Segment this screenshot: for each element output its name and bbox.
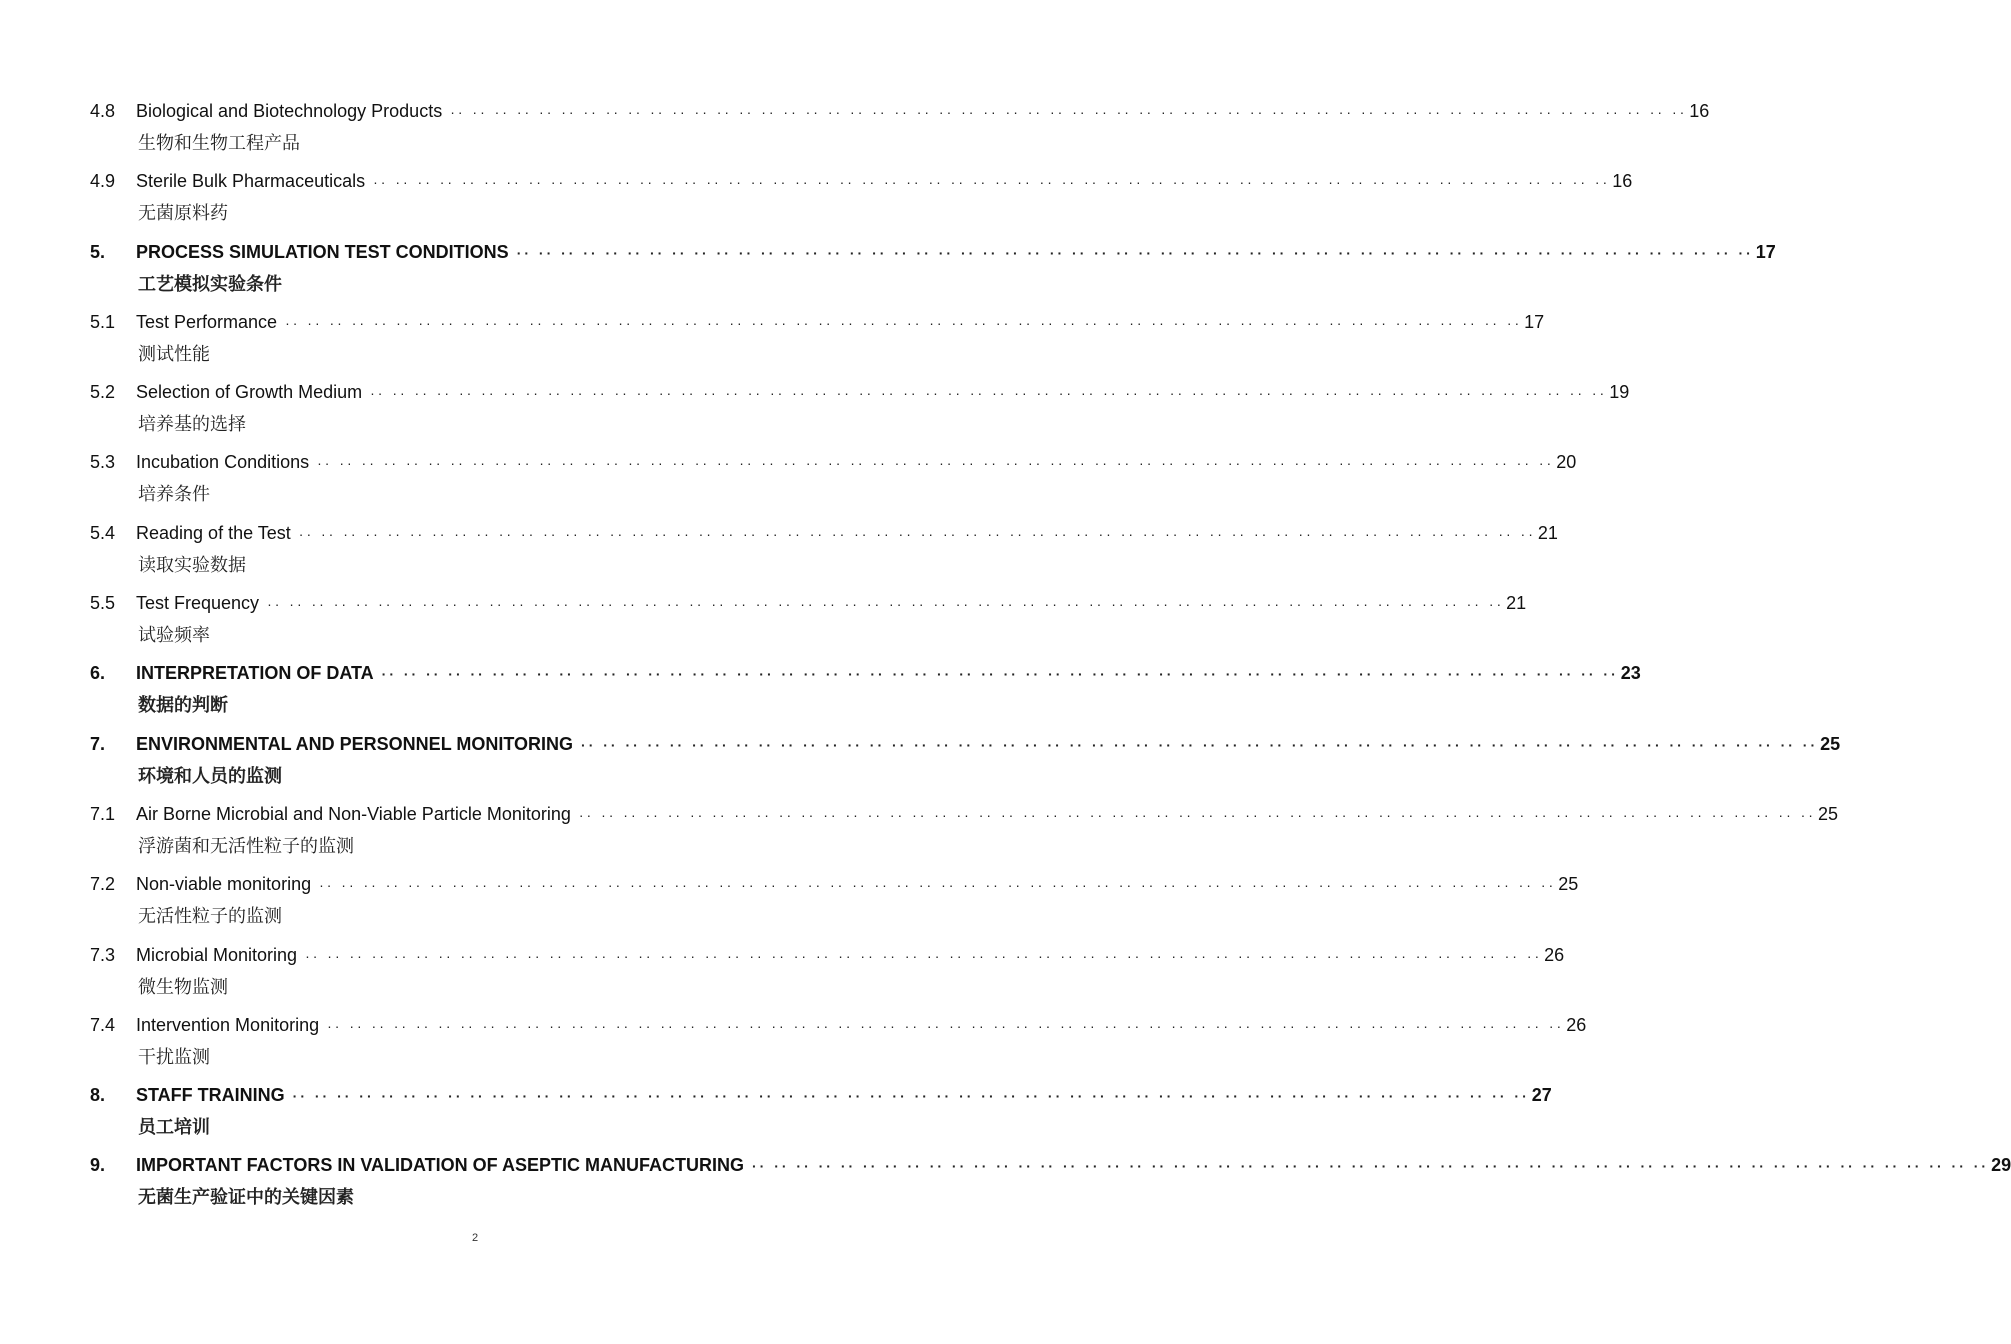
toc-section-number: 8.	[90, 1085, 106, 1106]
toc-page-number: 16	[1689, 101, 1710, 121]
toc-entry-line	[90, 799, 1838, 829]
toc-entry-line	[90, 940, 1565, 970]
toc-page-number: 26	[1566, 1014, 1587, 1035]
toc-section-number: 7.2	[90, 874, 116, 895]
toc-section-number: 4.9	[90, 171, 116, 192]
toc-page-number: 27	[1531, 1085, 1552, 1106]
toc-entry-line	[90, 658, 1641, 688]
toc-section-title: STAFF TRAINING	[136, 1085, 285, 1106]
toc-entry-line	[90, 1010, 1587, 1040]
toc-section-title-chinese: 无菌生产验证中的关键因素	[138, 1187, 354, 1209]
toc-section-title-chinese: 环境和人员的监测	[138, 765, 282, 787]
toc-section-title: IMPORTANT FACTORS IN VALIDATION OF ASEPTIC MANUFACTURING	[136, 1155, 744, 1176]
table-of-contents	[90, 96, 2011, 1221]
toc-section-number: 5.1	[90, 311, 116, 332]
toc-section-title: Air Borne Microbial and Non-Viable Particle Monitoring	[136, 803, 571, 824]
toc-section-title-chinese: 无菌原料药	[138, 203, 228, 225]
toc-section-title: Reading of the Test	[136, 522, 291, 543]
toc-entry[interactable]	[90, 1010, 1587, 1080]
toc-section-title: Selection of Growth Medium	[136, 382, 363, 403]
toc-page-number: 25	[1817, 803, 1838, 824]
toc-section-title: Non-viable monitoring	[136, 874, 312, 895]
toc-dot-leader: ·· ·· ·· ·· ·· ·· ·· ·· ·· ·· ·· ·· ·· ·· ·· ·· ·· ·· ·· ·· ·· ·· ·· ·· ·· ·· ·· ·· ·· ·· ·· ·· ·· ·· ·· ·· ·· ·· ·· ·· ·· ·· ·· ·· ·· ·· ·· ·· ·· ·· ·· ·· ·· ·· ·· ··	[327, 1017, 1565, 1034]
toc-entry-line	[90, 166, 1633, 196]
toc-dot-leader: ·· ·· ·· ·· ·· ·· ·· ·· ·· ·· ·· ·· ·· ·· ·· ·· ·· ·· ·· ·· ·· ·· ·· ·· ·· ·· ·· ·· ·· ·· ·· ·· ·· ·· ·· ·· ·· ·· ·· ·· ·· ·· ·· ·· ·· ·· ·· ·· ·· ·· ·· ·· ·· ·· ·· ··	[292, 1088, 1530, 1105]
toc-entry-line	[90, 1080, 1552, 1110]
toc-page-number: 26	[1544, 944, 1565, 965]
toc-entry-line	[90, 869, 1579, 899]
toc-dot-leader: ·· ·· ·· ·· ·· ·· ·· ·· ·· ·· ·· ·· ·· ·· ·· ·· ·· ·· ·· ·· ·· ·· ·· ·· ·· ·· ·· ·· ·· ·· ·· ·· ·· ·· ·· ·· ·· ·· ·· ·· ·· ·· ·· ·· ·· ·· ·· ·· ·· ·· ·· ·· ·· ·· ·· ··	[298, 525, 1536, 542]
toc-dot-leader: ·· ·· ·· ·· ·· ·· ·· ·· ·· ·· ·· ·· ·· ·· ·· ·· ·· ·· ·· ·· ·· ·· ·· ·· ·· ·· ·· ·· ·· ·· ·· ·· ·· ·· ·· ·· ·· ·· ·· ·· ·· ·· ·· ·· ·· ·· ·· ·· ·· ·· ·· ·· ·· ·· ·· ··	[370, 385, 1608, 402]
toc-entry[interactable]	[90, 799, 1838, 869]
toc-page-number: 19	[1609, 382, 1630, 403]
toc-section-number: 7.	[90, 733, 106, 754]
toc-entry-line	[90, 96, 1710, 126]
toc-section-title-chinese: 读取实验数据	[138, 554, 246, 576]
toc-entry[interactable]	[90, 96, 1710, 166]
toc-entry[interactable]	[90, 307, 1545, 377]
toc-entry-line	[90, 377, 1630, 407]
toc-dot-leader: ·· ·· ·· ·· ·· ·· ·· ·· ·· ·· ·· ·· ·· ·· ·· ·· ·· ·· ·· ·· ·· ·· ·· ·· ·· ·· ·· ·· ·· ·· ·· ·· ·· ·· ·· ·· ·· ·· ·· ·· ·· ·· ·· ·· ·· ·· ·· ·· ·· ·· ·· ·· ·· ·· ·· ··	[581, 736, 1819, 753]
toc-section-title: Microbial Monitoring	[136, 944, 298, 965]
page-number: 2	[471, 1232, 479, 1244]
toc-section-number: 5.3	[90, 452, 116, 473]
toc-section-title: INTERPRETATION OF DATA	[136, 663, 374, 684]
toc-dot-leader: ·· ·· ·· ·· ·· ·· ·· ·· ·· ·· ·· ·· ·· ·· ·· ·· ·· ·· ·· ·· ·· ·· ·· ·· ·· ·· ·· ·· ·· ·· ·· ·· ·· ·· ·· ·· ·· ·· ·· ·· ·· ·· ·· ·· ·· ·· ·· ·· ·· ·· ·· ·· ·· ·· ·· ··	[751, 1158, 1990, 1175]
toc-section-number: 7.4	[90, 1014, 116, 1035]
toc-section-title-chinese: 数据的判断	[138, 695, 228, 717]
toc-section-title: Test Performance	[136, 311, 278, 332]
toc-dot-leader: ·· ·· ·· ·· ·· ·· ·· ·· ·· ·· ·· ·· ·· ·· ·· ·· ·· ·· ·· ·· ·· ·· ·· ·· ·· ·· ·· ·· ·· ·· ·· ·· ·· ·· ·· ·· ·· ·· ·· ·· ·· ·· ·· ·· ·· ·· ·· ·· ·· ·· ·· ·· ·· ·· ·· ··	[285, 314, 1523, 331]
toc-entry[interactable]	[90, 447, 1577, 517]
toc-page-number: 21	[1537, 522, 1558, 543]
toc-entry[interactable]	[90, 1080, 1552, 1150]
toc-section-number: 7.3	[90, 944, 116, 965]
toc-dot-leader: ·· ·· ·· ·· ·· ·· ·· ·· ·· ·· ·· ·· ·· ·· ·· ·· ·· ·· ·· ·· ·· ·· ·· ·· ·· ·· ·· ·· ·· ·· ·· ·· ·· ·· ·· ·· ·· ·· ·· ·· ·· ·· ·· ·· ·· ·· ·· ·· ·· ·· ·· ·· ·· ·· ·· ··	[305, 947, 1543, 964]
toc-dot-leader: ·· ·· ·· ·· ·· ·· ·· ·· ·· ·· ·· ·· ·· ·· ·· ·· ·· ·· ·· ·· ·· ·· ·· ·· ·· ·· ·· ·· ·· ·· ·· ·· ·· ·· ·· ·· ·· ·· ·· ·· ·· ·· ·· ·· ·· ·· ·· ·· ·· ·· ·· ·· ·· ·· ·· ··	[373, 174, 1611, 191]
toc-section-number: 7.1	[90, 803, 116, 824]
toc-section-number: 5.	[90, 241, 106, 262]
toc-section-title-chinese: 培养基的选择	[138, 414, 246, 436]
toc-dot-leader: ·· ·· ·· ·· ·· ·· ·· ·· ·· ·· ·· ·· ·· ·· ·· ·· ·· ·· ·· ·· ·· ·· ·· ·· ·· ·· ·· ·· ·· ·· ·· ·· ·· ·· ·· ·· ·· ·· ·· ·· ·· ·· ·· ·· ·· ·· ·· ·· ·· ·· ·· ·· ·· ·· ·· ··	[267, 596, 1505, 613]
toc-entry[interactable]	[90, 1150, 2011, 1220]
toc-page-number: 25	[1558, 874, 1579, 895]
toc-entry-line	[90, 588, 1527, 618]
toc-section-title-chinese: 工艺模拟实验条件	[138, 273, 282, 295]
toc-section-number: 5.2	[90, 382, 116, 403]
toc-page-number: 16	[1612, 171, 1633, 192]
toc-page-number: 29	[1991, 1155, 2011, 1176]
toc-section-title: ENVIRONMENTAL AND PERSONNEL MONITORING	[136, 733, 574, 754]
toc-section-title-chinese: 试验频率	[138, 625, 210, 647]
toc-entry-line	[90, 518, 1558, 548]
toc-entry-line	[90, 447, 1577, 477]
toc-page-number: 21	[1506, 593, 1527, 614]
toc-section-title-chinese: 培养条件	[138, 484, 210, 506]
toc-section-number: 5.5	[90, 593, 116, 614]
toc-entry[interactable]	[90, 588, 1527, 658]
toc-entry[interactable]	[90, 940, 1565, 1010]
toc-dot-leader: ·· ·· ·· ·· ·· ·· ·· ·· ·· ·· ·· ·· ·· ·· ·· ·· ·· ·· ·· ·· ·· ·· ·· ·· ·· ·· ·· ·· ·· ·· ·· ·· ·· ·· ·· ·· ·· ·· ·· ·· ·· ·· ·· ·· ·· ·· ·· ·· ·· ·· ·· ·· ·· ·· ·· ··	[578, 806, 1816, 823]
toc-section-title: Intervention Monitoring	[136, 1014, 320, 1035]
toc-dot-leader: ·· ·· ·· ·· ·· ·· ·· ·· ·· ·· ·· ·· ·· ·· ·· ·· ·· ·· ·· ·· ·· ·· ·· ·· ·· ·· ·· ·· ·· ·· ·· ·· ·· ·· ·· ·· ·· ·· ·· ·· ·· ·· ·· ·· ·· ·· ·· ·· ·· ·· ·· ·· ·· ·· ·· ··	[317, 455, 1555, 472]
toc-page-number: 17	[1524, 311, 1545, 332]
toc-page-number: 17	[1755, 241, 1776, 262]
toc-section-title: Test Frequency	[136, 593, 260, 614]
toc-entry[interactable]	[90, 658, 1641, 728]
toc-section-title-chinese: 浮游菌和无活性粒子的监测	[138, 835, 354, 857]
toc-dot-leader: ·· ·· ·· ·· ·· ·· ·· ·· ·· ·· ·· ·· ·· ·· ·· ·· ·· ·· ·· ·· ·· ·· ·· ·· ·· ·· ·· ·· ·· ·· ·· ·· ·· ·· ·· ·· ·· ·· ·· ·· ·· ·· ·· ·· ·· ·· ·· ·· ·· ·· ·· ·· ·· ·· ·· ··	[319, 877, 1557, 894]
toc-section-title: PROCESS SIMULATION TEST CONDITIONS	[136, 241, 509, 262]
toc-entry[interactable]	[90, 729, 1841, 799]
toc-section-title-chinese: 无活性粒子的监测	[138, 906, 282, 928]
toc-dot-leader: ·· ·· ·· ·· ·· ·· ·· ·· ·· ·· ·· ·· ·· ·· ·· ·· ·· ·· ·· ·· ·· ·· ·· ·· ·· ·· ·· ·· ·· ·· ·· ·· ·· ·· ·· ·· ·· ·· ·· ·· ·· ·· ·· ·· ·· ·· ·· ·· ·· ·· ·· ·· ·· ·· ·· ··	[381, 666, 1619, 683]
toc-section-title-chinese: 员工培训	[138, 1117, 210, 1139]
toc-section-number: 9.	[90, 1155, 106, 1176]
toc-section-number: 4.8	[90, 101, 116, 121]
toc-page-number: 25	[1820, 733, 1841, 754]
toc-entry-line	[90, 1150, 2011, 1180]
toc-page-number: 20	[1556, 452, 1577, 473]
toc-section-title: Biological and Biotechnology Products	[136, 101, 443, 121]
toc-entry-line	[90, 237, 1776, 267]
toc-entry[interactable]	[90, 166, 1633, 236]
toc-entry-line	[90, 307, 1545, 337]
toc-entry[interactable]	[90, 518, 1558, 588]
toc-section-number: 5.4	[90, 522, 116, 543]
toc-section-title: Incubation Conditions	[136, 452, 310, 473]
toc-dot-leader: ·· ·· ·· ·· ·· ·· ·· ·· ·· ·· ·· ·· ·· ·· ·· ·· ·· ·· ·· ·· ·· ·· ·· ·· ·· ·· ·· ·· ·· ·· ·· ·· ·· ·· ·· ·· ·· ·· ·· ·· ·· ·· ·· ·· ·· ·· ·· ·· ·· ·· ·· ·· ·· ·· ·· ··	[450, 104, 1688, 120]
toc-dot-leader: ·· ·· ·· ·· ·· ·· ·· ·· ·· ·· ·· ·· ·· ·· ·· ·· ·· ·· ·· ·· ·· ·· ·· ·· ·· ·· ·· ·· ·· ·· ·· ·· ·· ·· ·· ·· ·· ·· ·· ·· ·· ·· ·· ·· ·· ·· ·· ·· ·· ·· ·· ·· ·· ·· ·· ··	[516, 244, 1754, 261]
toc-entry[interactable]	[90, 237, 1776, 307]
toc-section-title-chinese: 微生物监测	[138, 976, 228, 998]
toc-section-title-chinese: 测试性能	[138, 343, 210, 365]
toc-section-title-chinese: 生物和生物工程产品	[138, 133, 300, 154]
toc-entry-line	[90, 729, 1841, 759]
toc-entry[interactable]	[90, 377, 1630, 447]
toc-section-number: 6.	[90, 663, 106, 684]
toc-section-title: Sterile Bulk Pharmaceuticals	[136, 171, 366, 192]
toc-section-title-chinese: 干扰监测	[138, 1046, 210, 1068]
toc-entry[interactable]	[90, 869, 1579, 939]
toc-page-number: 23	[1620, 663, 1641, 684]
